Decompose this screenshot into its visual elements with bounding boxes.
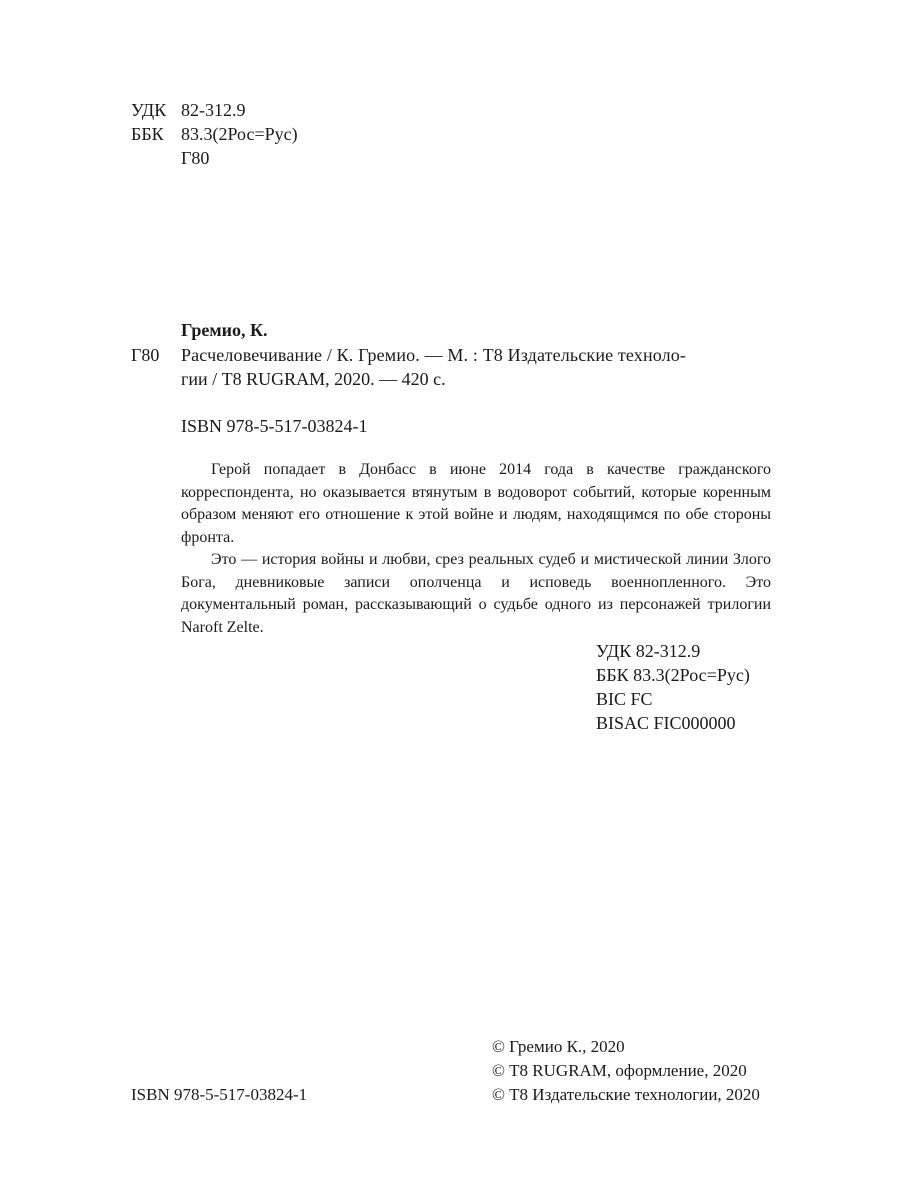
copyright-line-3: © Т8 Издательские технологии, 2020 [492, 1085, 760, 1104]
top-codes [131, 98, 298, 170]
bibliographic-line-1: Расчеловечивание / К. Гремио. — М. : Т8 Издательские техноло- [181, 345, 687, 365]
annotation-paragraph-2: Это — история войны и любви, срез реальных судеб и мистической линии Злого Бога, дневниковые записи ополченца и исповедь военнопленного. Это документальный роман, рассказывающий о судьбе одного из персонажей трилогии Naroft Zelte. [181, 551, 771, 636]
classification-bic: BIC FC [596, 689, 653, 709]
udk-label: УДК [131, 100, 167, 120]
annotation [181, 459, 771, 639]
side-author-mark: Г80 [131, 345, 160, 365]
copyright-line-2: © Т8 RUGRAM, оформление, 2020 [492, 1061, 747, 1080]
copyright-line-1: © Гремио К., 2020 [492, 1037, 625, 1056]
classification-block [596, 639, 750, 735]
udk-value: 82-312.9 [181, 100, 246, 120]
bibliographic-description [181, 343, 771, 391]
classification-bisac: BISAC FIC000000 [596, 713, 736, 733]
classification-bbk: ББК 83.3(2Рос=Рус) [596, 665, 750, 685]
author-mark: Г80 [181, 148, 210, 168]
author-mark-row [131, 146, 298, 170]
annotation-paragraph-1: Герой попадает в Донбасс в июне 2014 года в качестве гражданского корреспондента, но оказывается втянутым в водоворот событий, которые коренным образом меняют его отношение к этой войне и людям, находящимся по обе стороны фронта. [181, 461, 771, 546]
bibliographic-line-2: гии / Т8 RUGRAM, 2020. — 420 с. [181, 369, 446, 389]
catalog-isbn: ISBN 978-5-517-03824-1 [181, 416, 368, 436]
udk-row [131, 98, 298, 122]
bbk-value: 83.3(2Рос=Рус) [181, 124, 298, 144]
footer-isbn: ISBN 978-5-517-03824-1 [131, 1085, 308, 1104]
copyright-block [492, 1035, 760, 1107]
bbk-label: ББК [131, 124, 164, 144]
author-heading: Гремио, К. [181, 320, 268, 340]
bbk-row [131, 122, 298, 146]
classification-udk: УДК 82-312.9 [596, 641, 701, 661]
